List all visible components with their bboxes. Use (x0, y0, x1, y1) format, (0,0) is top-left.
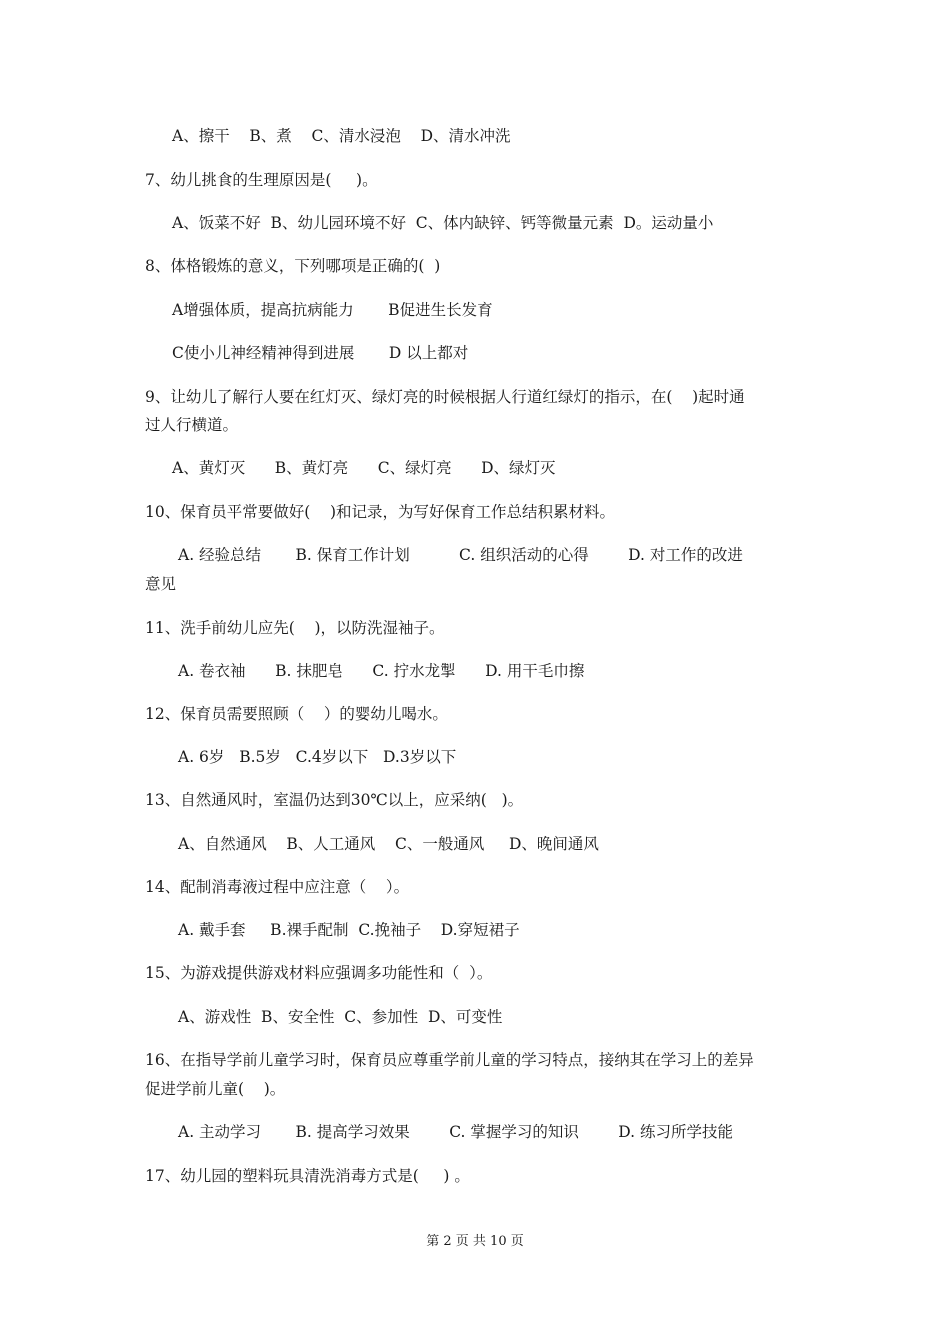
question-17: 17、幼儿园的塑料玩具清洗消毒方式是( ) 。 (145, 1167, 470, 1185)
question-9-cont: 过人行横道。 (145, 416, 239, 434)
q14-options: A. 戴手套 B.裸手配制 C.挽袖子 D.穿短裙子 (178, 921, 520, 939)
q11-options: A. 卷衣袖 B. 抹肥皂 C. 拧水龙掣 D. 用干毛巾擦 (178, 662, 585, 680)
question-14: 14、配制消毒液过程中应注意（ ）。 (145, 878, 410, 896)
question-12: 12、保育员需要照顾（ ）的婴幼儿喝水。 (145, 705, 448, 723)
question-13: 13、自然通风时，室温仍达到30℃以上，应采纳( )。 (145, 791, 524, 809)
page-footer: 第 2 页 共 10 页 (426, 1234, 524, 1249)
q10-options: A. 经验总结 B. 保育工作计划 C. 组织活动的心得 D. 对工作的改进 (178, 546, 743, 564)
q8-options-row-1: A增强体质，提高抗病能力 B促进生长发育 (172, 301, 493, 319)
question-7: 7、幼儿挑食的生理原因是( )。 (145, 171, 378, 189)
question-8: 8、体格锻炼的意义，下列哪项是正确的( ) (145, 257, 441, 275)
q9-options: A、黄灯灭 B、黄灯亮 C、绿灯亮 D、绿灯灭 (172, 459, 556, 477)
question-16: 16、在指导学前儿童学习时，保育员应尊重学前儿童的学习特点，接纳其在学习上的差异 (145, 1051, 754, 1069)
question-9: 9、让幼儿了解行人要在红灯灭、绿灯亮的时候根据人行道红绿灯的指示，在( )起时通 (145, 388, 745, 406)
q15-options: A、游戏性 B、安全性 C、参加性 D、可变性 (178, 1008, 503, 1026)
q7-options: A、饭菜不好 B、幼儿园环境不好 C、体内缺锌、钙等微量元素 D。运动量小 (172, 214, 714, 232)
q13-options: A、自然通风 B、人工通风 C、一般通风 D、晚间通风 (178, 835, 599, 853)
question-15: 15、为游戏提供游戏材料应强调多功能性和（ ）。 (145, 964, 493, 982)
question-11: 11、洗手前幼儿应先( )，以防洗湿袖子。 (145, 619, 445, 637)
question-10: 10、保育员平常要做好( )和记录，为写好保育工作总结积累材料。 (145, 503, 616, 521)
q12-options: A. 6岁 B.5岁 C.4岁以下 D.3岁以下 (178, 748, 457, 766)
q8-options-row-2: C使小儿神经精神得到进展 D 以上都对 (172, 344, 469, 362)
q6-options: A、擦干 B、煮 C、清水浸泡 D、清水冲洗 (172, 127, 511, 145)
q16-options: A. 主动学习 B. 提高学习效果 C. 掌握学习的知识 D. 练习所学技能 (178, 1123, 734, 1141)
q10-options-cont: 意见 (145, 575, 177, 593)
question-16-cont: 促进学前儿童( )。 (145, 1080, 286, 1098)
